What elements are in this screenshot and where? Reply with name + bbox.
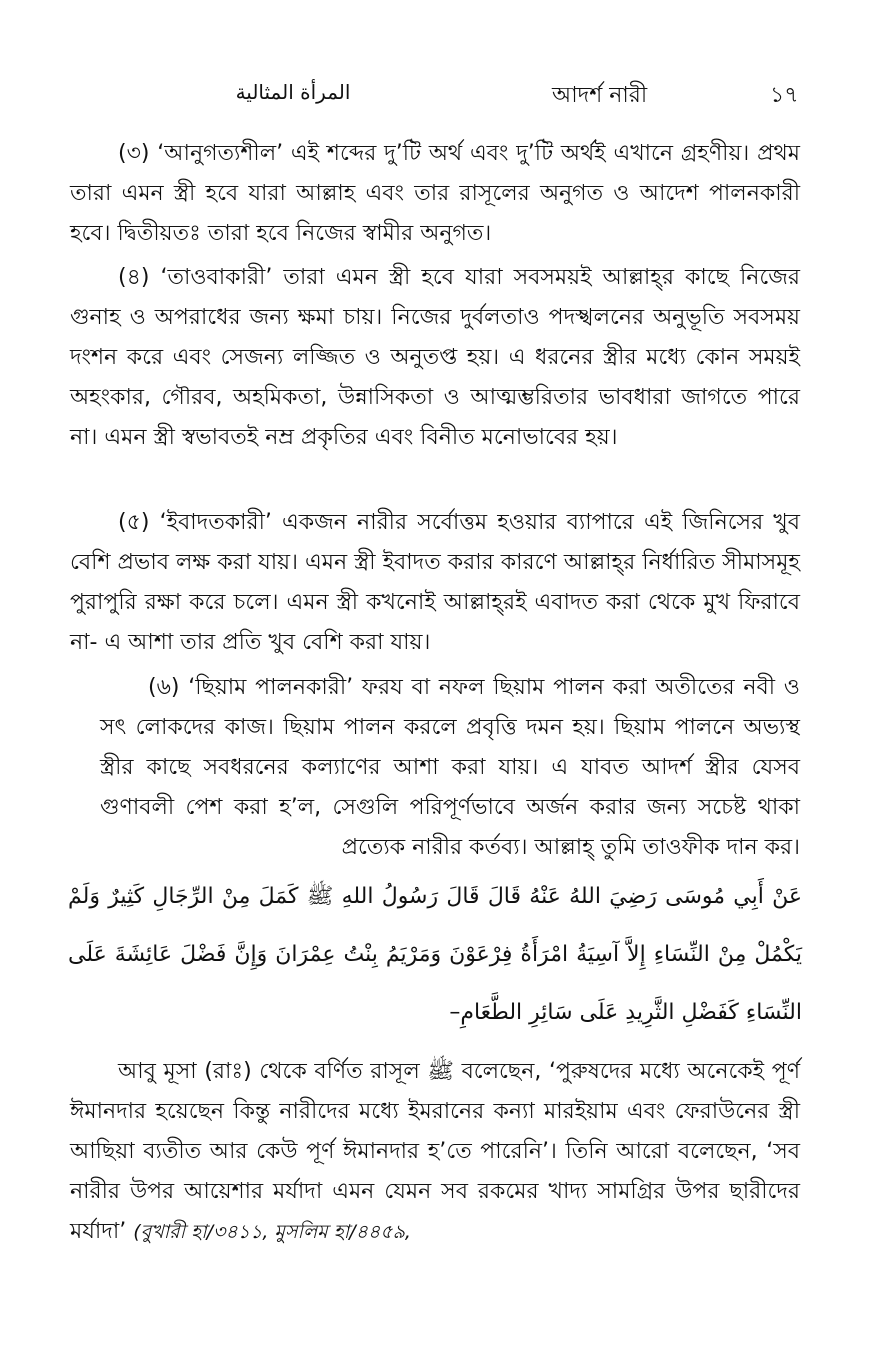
- hadith-translation: [70, 1052, 800, 1252]
- paragraph-repentant: (৪) ‘তাওবাকারী’ তারা এমন স্ত্রী হবে যারা সবসময়ই আল্লাহ্‌র কাছে নিজের গুনাহ ও অপরাধের জন্য ক্ষমা চায়। নিজের দুর্বলতাও পদস্খলনের অনুভূতি সবসময় দংশন করে এবং সেজন্য লজ্জিত ও অনুতপ্ত হয়। এ ধরনের স্ত্রীর মধ্যে কোন সময়ই অহংকার, গৌরব, অহমিকতা, উন্নাসিকতা ও আত্মম্ভরিতার ভাবধারা জাগতে পারে না। এমন স্ত্রী স্বভাবতই নম্র প্রকৃতির এবং বিনীত মনোভাবের হয়।: [70, 265, 800, 450]
- translation-text: আবু মূসা (রাঃ) থেকে বর্ণিত রাসূল ﷺ বলেছেন, ‘পুরুষদের মধ্যে অনেকেই পূর্ণ ঈমানদার হয়েছেন কিন্তু নারীদের মধ্যে ইমরানের কন্যা মারইয়াম এবং ফেরাউনের স্ত্রী আছিয়া ব্যতীত আর কেউ পূর্ণ ঈমানদার হ’তে পারেনি’। তিনি আরো বলেছেন, ‘সব নারীর উপর আয়েশার মর্যাদা এমন যেমন সব রকমের খাদ্য সামগ্রির উপর ছারীদের মর্যাদা’: [70, 1059, 800, 1244]
- hadith-citation: (বুখারী হা/৩৪১১, মুসলিম হা/৪৪৫৯,: [133, 1221, 411, 1243]
- page-number: ১৭: [770, 83, 799, 108]
- header-bengali-title: আদর্শ নারী: [552, 83, 648, 108]
- header-arabic-title: المرأة المثالية: [235, 80, 351, 104]
- paragraph-fasting: (৬) ‘ছিয়াম পালনকারী’ ফরয বা নফল ছিয়াম পালন করা অতীতের নবী ও সৎ লোকদের কাজ। ছিয়াম পালন করলে প্রবৃত্তি দমন হয়। ছিয়াম পালনে অভ্যস্থ স্ত্রীর কাছে সবধরনের কল্যাণের আশা করা যায়। এ যাবত আদর্শ স্ত্রীর যেসব গুণাবলী পেশ করা হ’ল, সেগুলি পরিপূর্ণভাবে অর্জন করার জন্য সচেষ্ট থাকা প্রত্যেক নারীর কর্তব্য। আল্লাহ্ তুমি তাওফীক দান কর।: [100, 675, 800, 860]
- paragraph-obedient: (৩) ‘আনুগত্যশীল’ এই শব্দের দু’টি অর্থ এবং দু’টি অর্থই এখানে গ্রহণীয়। প্রথম তারা এমন স্ত্রী হবে যারা আল্লাহ এবং তার রাসূলের অনুগত ও আদেশ পালনকারী হবে। দ্বিতীয়তঃ তারা হবে নিজের স্বামীর অনুগত।: [70, 141, 800, 246]
- hadith-arabic-text: عَنْ أَبِي مُوسَى رَضِيَ اللهُ عَنْهُ قَالَ قَالَ رَسُولُ اللهِ ﷺ كَمَلَ مِنْ الرِّجَالِ كَثِيرٌ وَلَمْ يَكْمُلْ مِنْ النِّسَاءِ إِلاَّ آسِيَةُ امْرَأَةُ فِرْعَوْنَ وَمَرْيَمُ بِنْتُ عِمْرَانَ وَإِنَّ فَضْلَ عَائِشَةَ عَلَى النِّسَاءِ كَفَضْلِ الثَّرِيدِ عَلَى سَائِرِ الطَّعَامِ–: [68, 884, 802, 1025]
- paragraph-worshipper: (৫) ‘ইবাদতকারী’ একজন নারীর সর্বোত্তম হওয়ার ব্যাপারে এই জিনিসের খুব বেশি প্রভাব লক্ষ করা যায়। এমন স্ত্রী ইবাদত করার কারণে আল্লাহ্‌র নির্ধারিত সীমাসমূহ পুরাপুরি রক্ষা করে চলে। এমন স্ত্রী কখনোই আল্লাহ্‌রই এবাদত করা থেকে মুখ ফিরাবে না- এ আশা তার প্রতি খুব বেশি করা যায়।: [70, 510, 800, 655]
